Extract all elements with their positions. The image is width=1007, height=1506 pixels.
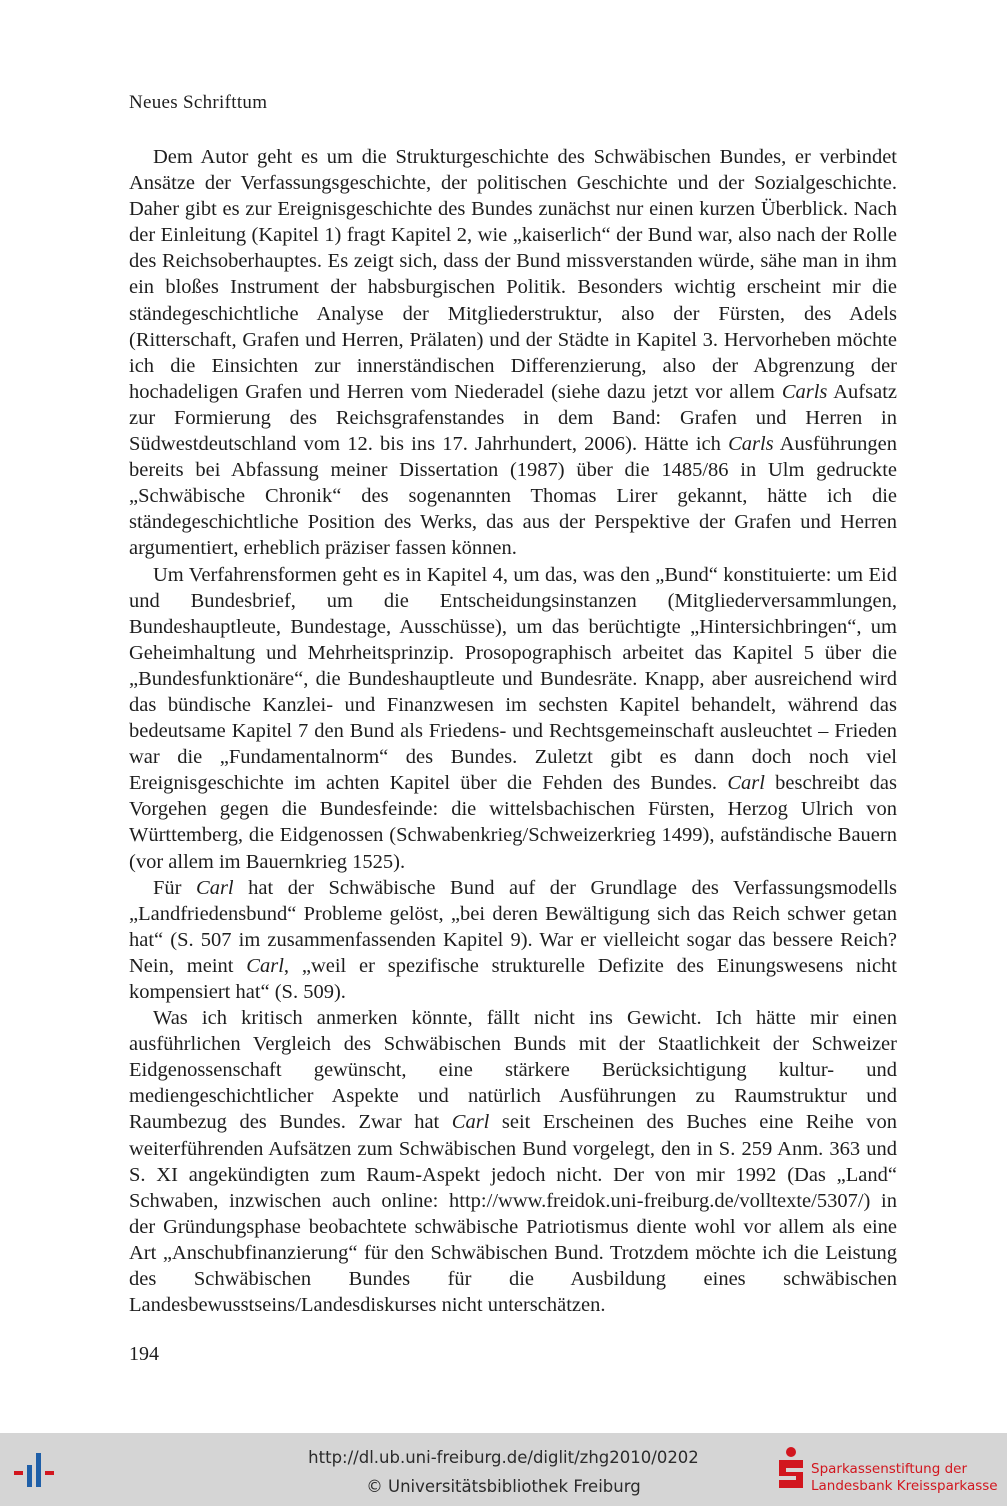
footer-permalink[interactable]: http://dl.ub.uni-freiburg.de/diglit/zhg2010/0202 <box>308 1448 699 1467</box>
text-segment: Um Verfahrensformen geht es in Kapitel 4, um das, was den „Bund“ konstituierte: um Eid und Bundesbrief, um die Entscheidungsinstanzen (Mitgliederversammlungen, Bundeshauptleute, Bundestage, Ausschüsse), um das berüchtigte „Hintersichbringen“, um Geheimhaltung und Mehrheitsprinzip. Prosopographisch arbeitet das Kapitel 5 über die „Bundesfunktionäre“, die Bundeshauptleute und Bundesräte. Knapp, aber ausreichend wird das bündische Kanzlei- und Finanzwesen im sechsten Kapitel behandelt, während das bedeutsame Kapitel 7 den Bund als Friedens- und Rechtsgemeinschaft ausleuchtet – Frieden war die „Fundamentalnorm“ des Bundes. Zuletzt gibt es dann doch noch viel Ereignisgeschichte im achten Kapitel über die Fehden des Bundes. <box>129 563 897 795</box>
paragraph-2 <box>129 562 897 875</box>
author-name-italic: Carls <box>728 433 774 456</box>
article-body <box>129 144 897 1318</box>
text-segment: beschreibt das Vorgehen gegen die Bundesfeinde: die wittelsbachischen Fürsten, Herzog Ulrich von Württemberg, die Eidgenossen (Schwabenkrieg/Schweizerkrieg 1499), aufständische Bauern (vor allem im Bauernkrieg 1525). <box>129 772 897 873</box>
author-name-italic: Carls <box>781 380 828 403</box>
text-segment: hat der Schwäbische Bund auf der Grundlage des Verfassungsmodells „Landfriedensbund“ Probleme gelöst, „bei deren Bewältigung sich das Reich schwer getan hat“ (S. 507 im zusammenfassenden Kapitel 9). War er vielleicht sogar das bessere Reich? Nein, meint <box>129 876 897 977</box>
paragraph-4 <box>129 1005 897 1318</box>
text-segment: Was ich kritisch anmerken könnte, fällt nicht ins Gewicht. Ich hätte mir einen ausführlichen Vergleich des Schwäbischen Bunds mit der Staatlichkeit der Schweizer Eidgenossenschaft gewünscht, eine stärkere Berücksichtigung kultur- und mediengeschichtlicher Aspekte und natürlich Ausführungen zu Raumstruktur und Raumbezug des Bundes. Zwar hat <box>129 1007 897 1134</box>
text-segment: , „weil er spezifische strukturelle Defizite des Einungswesens nicht kompensiert hat“ (S. 509). <box>129 954 898 1003</box>
author-name-italic: Carl <box>451 1111 490 1134</box>
sponsor-line-2: Landesbank Kreissparkasse <box>811 1478 998 1494</box>
text-segment: Für <box>153 876 197 899</box>
author-name-italic: Carl <box>727 772 765 795</box>
author-name-italic: Carl <box>246 954 284 977</box>
footer-copyright: © Universitätsbibliothek Freiburg <box>366 1477 641 1496</box>
text-segment: Ausführungen bereits bei Abfassung meiner Dissertation (1987) über die 1485/86 in Ulm gedruckte „Schwäbische Chronik“ des sogenannten Thomas Lirer gekannt, hätte ich die ständegeschichtliche Position des Werks, das aus der Perspektive der Grafen und Herren argumentiert, erheblich präziser fassen können. <box>129 433 897 560</box>
sponsor-text <box>811 1461 1001 1495</box>
sponsor-line-1: Sparkassenstiftung der <box>811 1461 968 1477</box>
text-segment: Dem Autor geht es um die Strukturgeschichte des Schwäbischen Bundes, er verbindet Ansätze der Verfassungsgeschichte, der politischen Geschichte und der Sozialgeschichte. Daher gibt es zur Ereignisgeschichte des Bundes zunächst nur einen kurzen Überblick. Nach der Einleitung (Kapitel 1) fragt Kapitel 2, wie „kaiserlich“ der Bund war, also nach der Rolle des Reichsoberhauptes. Es zeigt sich, dass der Bund missverstanden würde, sähe man in ihm ein bloßes Instrument der habsburgischen Politik. Besonders wichtig erscheint mir die ständegeschichtliche Analyse der Mitgliederstruktur, also der Fürsten, des Adels (Ritterschaft, Grafen und Herren, Prälaten) und der Städte in Kapitel 3. Hervorheben möchte ich die Einsichten zur innerständischen Differenzierung, also der Abgrenzung der hochadeligen Grafen und Herren vom Niederadel (siehe dazu jetzt vor allem <box>129 146 897 403</box>
footer-bar <box>0 1433 1007 1506</box>
text-segment: Aufsatz zur Formierung des Reichsgrafenstandes in dem Band: Grafen und Herren in Südwestdeutschland vom 12. bis ins 17. Jahrhundert, 2006). Hätte ich <box>129 380 897 456</box>
author-name-italic: Carl <box>196 876 234 899</box>
running-head: Neues Schrifttum <box>129 92 268 113</box>
page-number: 194 <box>129 1343 159 1365</box>
sparkasse-logo-icon <box>776 1446 806 1492</box>
text-segment: seit Erscheinen des Buches eine Reihe von weiterführenden Aufsätzen zum Schwäbischen Bund vorgelegt, den in S. 259 Anm. 363 und S. XI angekündigten zum Raum-Aspekt jedoch nicht. Der von mir 1992 (Das „Land“ Schwaben, inzwischen auch online: http://www.freidok.uni-freiburg.de/volltexte/5307/) in der Gründungsphase beobachtete schwäbische Patriotismus diente wohl vor allem als eine Art „Anschubfinanzierung“ für den Schwäbischen Bund. Trotzdem möchte ich die Leistung des Schwäbischen Bundes für die Ausbildung eines schwäbischen Landesbewusstseins/Landesdiskurses nicht unterschätzen. <box>129 1111 897 1317</box>
paragraph-3 <box>129 875 897 1005</box>
paragraph-1 <box>129 144 897 562</box>
